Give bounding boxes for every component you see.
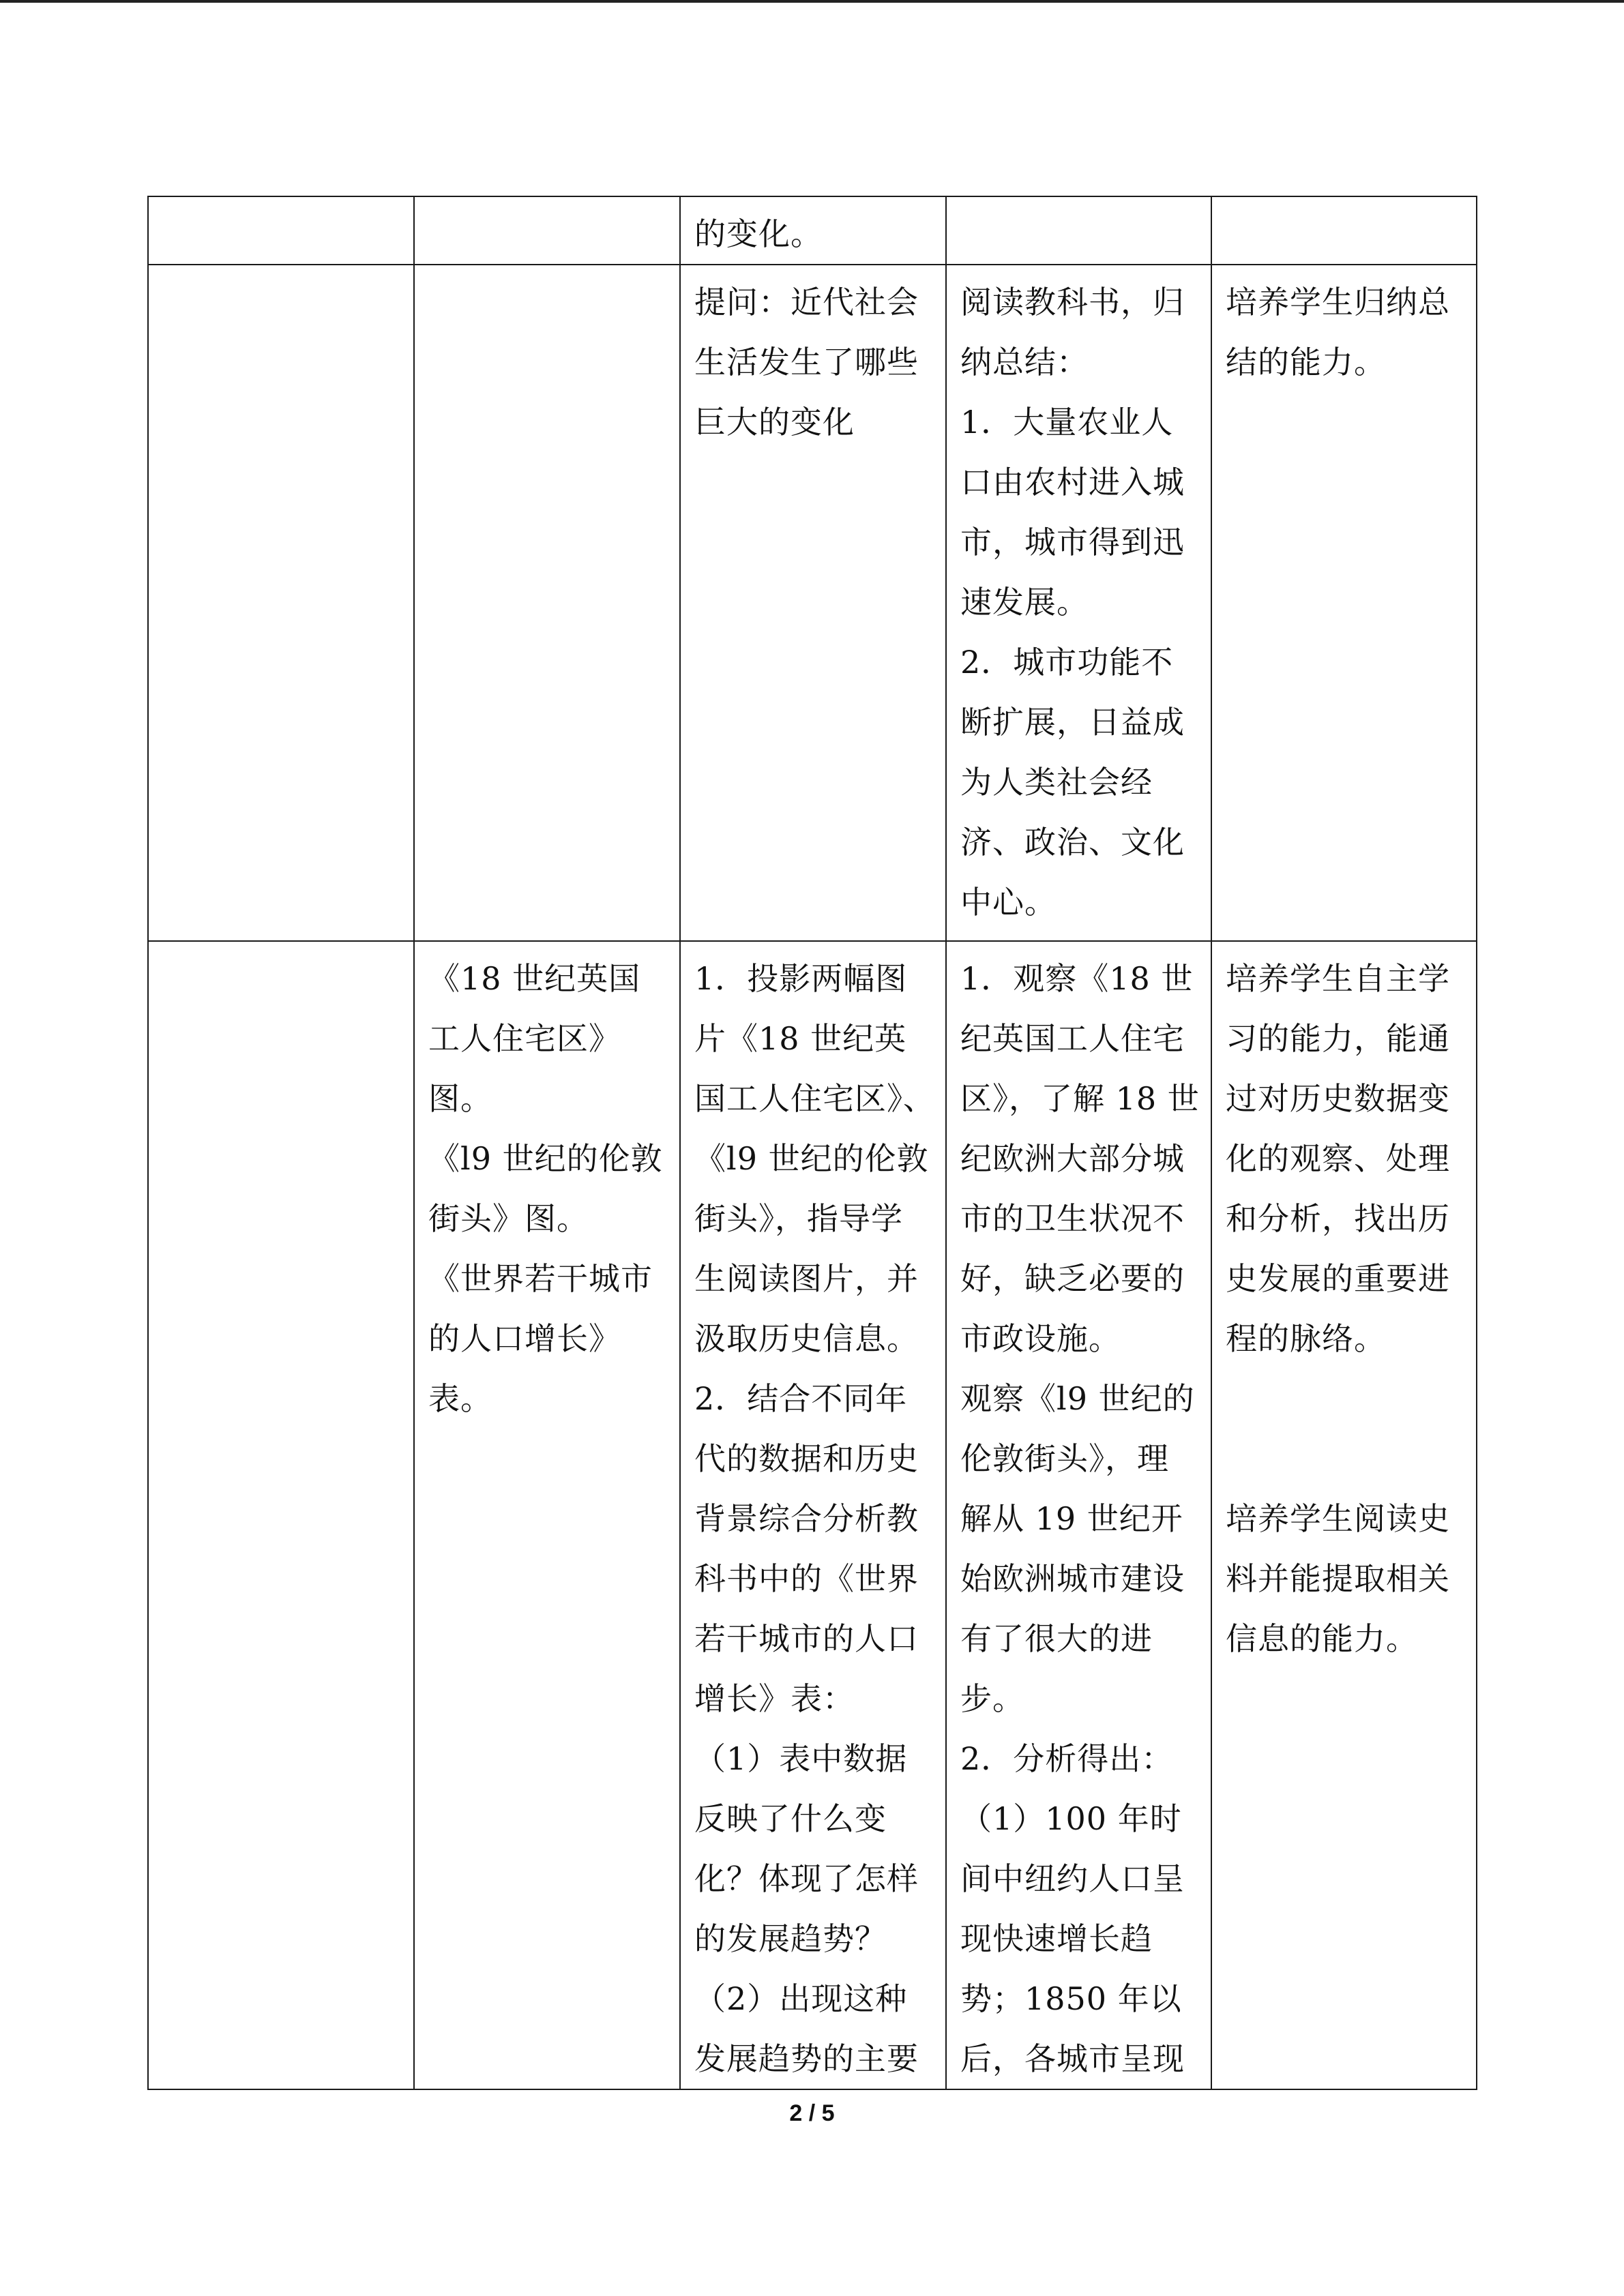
cell-text-line: （1）表中数据 <box>694 1740 908 1777</box>
cell-text-line: 汲取历史信息。 <box>694 1320 919 1357</box>
cell-text-line: 伦敦街头》，理 <box>960 1440 1169 1477</box>
cell-text-line: 化的观察、处理 <box>1226 1140 1450 1177</box>
cell-text-line: 区》，了解 18 世 <box>960 1080 1200 1117</box>
cell-text-line: 反映了什么变 <box>694 1800 887 1837</box>
cell-text-line: 市，城市得到迅 <box>960 524 1185 561</box>
lesson-plan-table <box>147 196 1477 2090</box>
cell-text-line: 纪欧洲大部分城 <box>960 1140 1185 1177</box>
cell-text-line: 2．城市功能不 <box>960 644 1174 681</box>
table-cell <box>680 265 946 941</box>
cell-text-line: 程的脉络。 <box>1226 1320 1386 1357</box>
table-cell <box>946 265 1211 941</box>
table-cell <box>414 265 680 941</box>
table-row <box>148 941 1477 2089</box>
cell-text-line: 间中纽约人口呈 <box>960 1860 1185 1897</box>
cell-text-line: 始欧洲城市建设 <box>960 1560 1185 1597</box>
table-cell <box>414 196 680 265</box>
cell-text-line: 有了很大的进 <box>960 1620 1153 1657</box>
cell-text-line: 培养学生归纳总 <box>1226 284 1450 320</box>
cell-text-line: 料并能提取相关 <box>1226 1560 1450 1597</box>
page-number: 2 / 5 <box>789 2100 835 2126</box>
cell-text-line: 科书中的《世界 <box>694 1560 919 1597</box>
cell-text-line: 生阅读图片，并 <box>694 1260 919 1297</box>
cell-text-line: 化？体现了怎样 <box>694 1860 919 1897</box>
cell-text-line: 图。 <box>428 1080 492 1117</box>
cell-text-line: 现快速增长趋 <box>960 1920 1153 1957</box>
cell-text-line: 的变化。 <box>694 215 823 252</box>
cell-text-line: 1．观察《18 世 <box>960 960 1194 997</box>
cell-text-line <box>1226 1429 1462 1489</box>
table-row <box>148 265 1477 941</box>
table-cell <box>148 196 414 265</box>
cell-text-line: 1．投影两幅图 <box>694 960 908 997</box>
cell-text-line <box>1226 1369 1462 1429</box>
cell-text-line: 的发展趋势？ <box>694 1920 887 1957</box>
cell-text-line: 口由农村进入城 <box>960 464 1185 501</box>
cell-text-line: 步。 <box>960 1680 1024 1717</box>
cell-text-line: 培养学生阅读史 <box>1226 1500 1450 1537</box>
cell-text-line: 国工人住宅区》、 <box>694 1080 935 1117</box>
cell-text-line: 后，各城市呈现 <box>960 2040 1185 2077</box>
cell-text-line: 表。 <box>428 1380 492 1417</box>
cell-text-line: 《18 世纪英国 <box>428 960 641 997</box>
table-cell <box>148 941 414 2089</box>
cell-text-line: 2．分析得出： <box>960 1740 1174 1777</box>
cell-text-line: 提问：近代社会 <box>694 284 919 320</box>
table-cell <box>1211 265 1477 941</box>
cell-text-line: 观察《l9 世纪的 <box>960 1380 1195 1417</box>
cell-text-line: 结的能力。 <box>1226 344 1386 381</box>
cell-text-line: 发展趋势的主要 <box>694 2040 919 2077</box>
cell-text-line: 好，缺乏必要的 <box>960 1260 1185 1297</box>
cell-text-line: （1）100 年时 <box>960 1800 1182 1837</box>
cell-text-line: 《l9 世纪的伦敦 <box>694 1140 929 1177</box>
table-cell <box>946 941 1211 2089</box>
table-cell <box>414 941 680 2089</box>
cell-text-line: 为人类社会经 <box>960 764 1153 801</box>
table-cell <box>680 941 946 2089</box>
cell-text-line: 若干城市的人口 <box>694 1620 919 1657</box>
cell-text-line: 市的卫生状况不 <box>960 1200 1185 1237</box>
cell-text-line: 增长》表： <box>694 1680 855 1717</box>
cell-text-line: 《世界若干城市 <box>428 1260 653 1297</box>
cell-text-line: 工人住宅区》 <box>428 1020 621 1057</box>
cell-text-line: 2．结合不同年 <box>694 1380 908 1417</box>
cell-text-line: 信息的能力。 <box>1226 1620 1418 1657</box>
cell-text-line: 市政设施。 <box>960 1320 1121 1357</box>
cell-text-line: 速发展。 <box>960 584 1089 621</box>
cell-text-line: 街头》，指导学 <box>694 1200 903 1237</box>
table-row <box>148 196 1477 265</box>
cell-text-line: 阅读教科书，归 <box>960 284 1185 320</box>
cell-text-line: 济、政治、文化 <box>960 824 1185 861</box>
page-top-border <box>0 0 1624 3</box>
cell-text-line: 巨大的变化 <box>694 404 855 441</box>
cell-text-line: 过对历史数据变 <box>1226 1080 1450 1117</box>
table-cell <box>1211 196 1477 265</box>
cell-text-line: 解从 19 世纪开 <box>960 1500 1183 1537</box>
cell-text-line: （2）出现这种 <box>694 1980 908 2017</box>
cell-text-line: 中心。 <box>960 884 1057 921</box>
cell-text-line: 背景综合分析教 <box>694 1500 919 1537</box>
table-cell <box>946 196 1211 265</box>
cell-text-line: 势；1850 年以 <box>960 1980 1182 2017</box>
cell-text-line: 纪英国工人住宅 <box>960 1020 1185 1057</box>
cell-text-line: 纳总结： <box>960 344 1089 381</box>
cell-text-line: 街头》图。 <box>428 1200 589 1237</box>
table-cell <box>680 196 946 265</box>
cell-text-line: 的人口增长》 <box>428 1320 621 1357</box>
cell-text-line: 片《18 世纪英 <box>694 1020 907 1057</box>
table-cell <box>1211 941 1477 2089</box>
cell-text-line: 1．大量农业人 <box>960 404 1174 441</box>
table-cell <box>148 265 414 941</box>
cell-text-line: 习的能力，能通 <box>1226 1020 1450 1057</box>
cell-text-line: 和分析，找出历 <box>1226 1200 1450 1237</box>
cell-text-line: 史发展的重要进 <box>1226 1260 1450 1297</box>
cell-text-line: 生活发生了哪些 <box>694 344 919 381</box>
cell-text-line: 断扩展，日益成 <box>960 704 1185 741</box>
cell-text-line: 《l9 世纪的伦敦 <box>428 1140 663 1177</box>
cell-text-line: 培养学生自主学 <box>1226 960 1450 997</box>
cell-text-line: 代的数据和历史 <box>694 1440 919 1477</box>
